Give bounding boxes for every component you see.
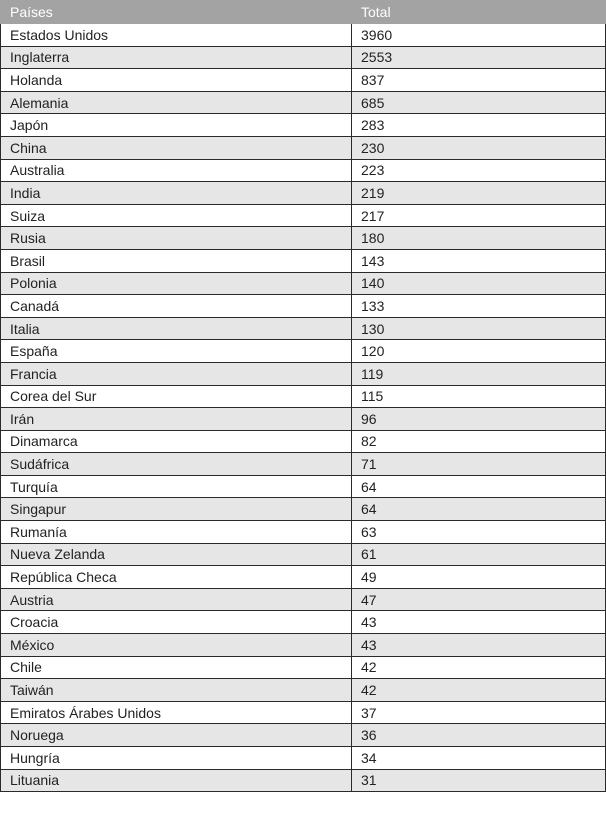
country-cell: Estados Unidos: [1, 24, 352, 47]
country-cell: Brasil: [1, 249, 352, 272]
country-cell: Canadá: [1, 295, 352, 318]
country-cell: Taiwán: [1, 679, 352, 702]
country-cell: Inglaterra: [1, 46, 352, 69]
total-cell: 115: [352, 385, 606, 408]
country-cell: Lituania: [1, 769, 352, 792]
table-row: [1, 521, 606, 544]
table-row: [1, 91, 606, 114]
country-cell: República Checa: [1, 566, 352, 589]
table-row: [1, 543, 606, 566]
table-row: [1, 475, 606, 498]
table-row: [1, 24, 606, 47]
table-row: [1, 498, 606, 521]
country-cell: Francia: [1, 362, 352, 385]
header-country: Países: [1, 1, 352, 24]
table-row: [1, 747, 606, 770]
table-row: [1, 114, 606, 137]
country-cell: Holanda: [1, 69, 352, 92]
country-cell: Nueva Zelanda: [1, 543, 352, 566]
total-cell: 837: [352, 69, 606, 92]
country-cell: Austria: [1, 588, 352, 611]
table-header: [1, 1, 606, 24]
total-cell: 42: [352, 679, 606, 702]
table-row: [1, 249, 606, 272]
country-cell: España: [1, 340, 352, 363]
country-cell: Australia: [1, 159, 352, 182]
total-cell: 140: [352, 272, 606, 295]
total-cell: 96: [352, 408, 606, 431]
total-cell: 63: [352, 521, 606, 544]
total-cell: 217: [352, 204, 606, 227]
table-row: [1, 340, 606, 363]
header-total: Total: [352, 1, 606, 24]
total-cell: 223: [352, 159, 606, 182]
table-row: [1, 317, 606, 340]
total-cell: 685: [352, 91, 606, 114]
table-row: [1, 136, 606, 159]
total-cell: 49: [352, 566, 606, 589]
total-cell: 37: [352, 701, 606, 724]
table-row: [1, 588, 606, 611]
table-body: [1, 24, 606, 792]
table-row: [1, 656, 606, 679]
total-cell: 130: [352, 317, 606, 340]
total-cell: 3960: [352, 24, 606, 47]
country-cell: Turquía: [1, 475, 352, 498]
table-row: [1, 204, 606, 227]
table-row: [1, 46, 606, 69]
total-cell: 36: [352, 724, 606, 747]
country-cell: India: [1, 182, 352, 205]
table-row: [1, 453, 606, 476]
table-row: [1, 769, 606, 792]
country-cell: Emiratos Árabes Unidos: [1, 701, 352, 724]
total-cell: 34: [352, 747, 606, 770]
country-cell: México: [1, 634, 352, 657]
total-cell: 143: [352, 249, 606, 272]
total-cell: 61: [352, 543, 606, 566]
country-cell: Croacia: [1, 611, 352, 634]
country-cell: Rumanía: [1, 521, 352, 544]
table-row: [1, 227, 606, 250]
table-row: [1, 385, 606, 408]
total-cell: 64: [352, 475, 606, 498]
country-cell: Rusia: [1, 227, 352, 250]
total-cell: 119: [352, 362, 606, 385]
table-row: [1, 182, 606, 205]
table-row: [1, 701, 606, 724]
table-row: [1, 430, 606, 453]
table-row: [1, 724, 606, 747]
total-cell: 47: [352, 588, 606, 611]
table-row: [1, 611, 606, 634]
table-row: [1, 159, 606, 182]
total-cell: 2553: [352, 46, 606, 69]
country-cell: Suiza: [1, 204, 352, 227]
header-row: [1, 1, 606, 24]
total-cell: 43: [352, 611, 606, 634]
total-cell: 64: [352, 498, 606, 521]
total-cell: 219: [352, 182, 606, 205]
total-cell: 31: [352, 769, 606, 792]
country-cell: Chile: [1, 656, 352, 679]
total-cell: 42: [352, 656, 606, 679]
table-row: [1, 634, 606, 657]
total-cell: 133: [352, 295, 606, 318]
total-cell: 71: [352, 453, 606, 476]
table-row: [1, 362, 606, 385]
total-cell: 283: [352, 114, 606, 137]
country-cell: Corea del Sur: [1, 385, 352, 408]
country-cell: Hungría: [1, 747, 352, 770]
country-cell: Dinamarca: [1, 430, 352, 453]
country-cell: Italia: [1, 317, 352, 340]
table-row: [1, 679, 606, 702]
country-cell: Singapur: [1, 498, 352, 521]
country-cell: Alemania: [1, 91, 352, 114]
total-cell: 120: [352, 340, 606, 363]
country-cell: Japón: [1, 114, 352, 137]
total-cell: 82: [352, 430, 606, 453]
table-row: [1, 272, 606, 295]
country-cell: Sudáfrica: [1, 453, 352, 476]
country-cell: Irán: [1, 408, 352, 431]
total-cell: 43: [352, 634, 606, 657]
total-cell: 230: [352, 136, 606, 159]
table-row: [1, 295, 606, 318]
table-row: [1, 566, 606, 589]
country-cell: China: [1, 136, 352, 159]
total-cell: 180: [352, 227, 606, 250]
table-row: [1, 408, 606, 431]
table-row: [1, 69, 606, 92]
country-cell: Noruega: [1, 724, 352, 747]
country-cell: Polonia: [1, 272, 352, 295]
